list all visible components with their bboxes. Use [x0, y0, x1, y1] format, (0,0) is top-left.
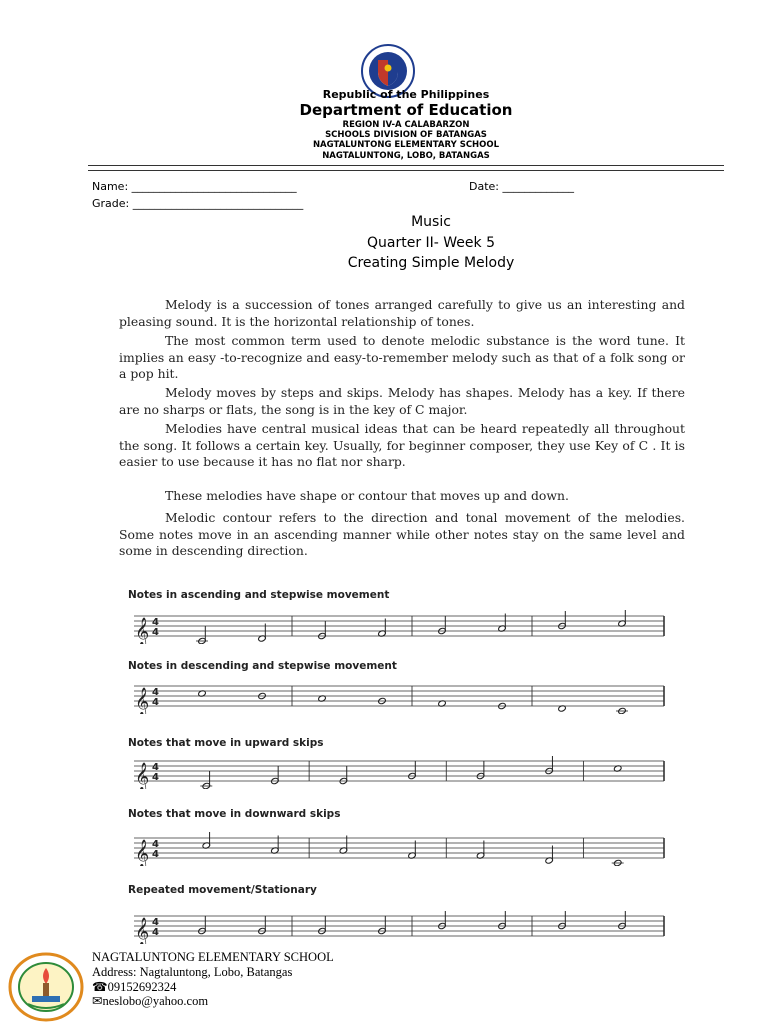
header-location: NAGTALUNTONG, LOBO, BATANGAS	[322, 151, 490, 161]
time-signature-bottom: 4	[152, 627, 159, 638]
staff-descending	[130, 680, 670, 714]
treble-clef-icon: 𝄞	[135, 762, 150, 789]
time-signature-bottom: 4	[152, 697, 159, 708]
header-divider	[88, 165, 724, 166]
footer-phone-number: 09152692324	[107, 980, 177, 994]
time-signature-bottom: 4	[152, 927, 159, 938]
staff-downward-skips	[130, 832, 670, 866]
paragraph: Melody is a succession of tones arranged carefully to give us an interesting and pleasing sound. It is the horizontal relationship of tones.	[119, 297, 685, 329]
paragraph: The most common term used to denote melodic substance is the word tune. It implies an easy -to-recognize and easy-to-remember melody such as that of a folk song or a pop hit.	[119, 333, 685, 381]
header-school: NAGTALUNTONG ELEMENTARY SCHOOL	[312, 140, 500, 150]
name-field: Name: ______________________________	[92, 180, 297, 193]
quarter-title: Quarter II- Week 5	[366, 235, 495, 251]
grade-field: Grade: _______________________________	[92, 197, 304, 210]
header-republic: Republic of the Philippines	[322, 88, 490, 101]
paragraph: Melody moves by steps and skips. Melody has shapes. Melody has a key. If there are no sharps or flats, the song is in the key of C major.	[119, 385, 685, 417]
time-signature-top: 4	[152, 687, 159, 698]
time-signature-top: 4	[152, 917, 159, 928]
time-signature-top: 4	[152, 762, 159, 773]
subject-title: Music	[411, 214, 451, 230]
topic-title: Creating Simple Melody	[347, 255, 515, 271]
date-field: Date: _____________	[469, 180, 574, 193]
staff-caption-upward-skips: Notes that move in upward skips	[128, 737, 324, 749]
time-signature-bottom: 4	[152, 772, 159, 783]
treble-clef-icon: 𝄞	[135, 687, 150, 714]
staff-repeated	[130, 910, 670, 944]
staff-upward-skips	[130, 755, 670, 789]
header-region: REGION IV-A CALABARZON	[342, 120, 470, 130]
time-signature-top: 4	[152, 839, 159, 850]
treble-clef-icon: 𝄞	[135, 839, 150, 866]
footer-email	[92, 993, 208, 1009]
staff-caption-descending: Notes in descending and stepwise movement	[128, 660, 397, 672]
time-signature-top: 4	[152, 617, 159, 628]
school-logo	[8, 952, 84, 1022]
footer-school-name: NAGTALUNTONG ELEMENTARY SCHOOL	[92, 950, 334, 964]
envelope-icon: ✉	[92, 994, 103, 1008]
staff-caption-downward-skips: Notes that move in downward skips	[128, 808, 341, 820]
header-divider-thin	[88, 170, 724, 171]
footer-email-address: neslobo@yahoo.com	[102, 994, 209, 1008]
treble-clef-icon: 𝄞	[135, 617, 150, 644]
footer-address: Address: Nagtaluntong, Lobo, Batangas	[92, 965, 293, 979]
header-department: Department of Education	[299, 101, 513, 119]
time-signature-bottom: 4	[152, 849, 159, 860]
treble-clef-icon: 𝄞	[135, 917, 150, 944]
paragraph: Melodic contour refers to the direction and tonal movement of the melodies. Some notes move in an ascending manner while other notes stay on the same level and some in descending direction.	[119, 510, 685, 558]
staff-caption-repeated: Repeated movement/Stationary	[128, 884, 317, 896]
paragraph: These melodies have shape or contour that moves up and down.	[165, 488, 569, 503]
paragraph: Melodies have central musical ideas that can be heard repeatedly all throughout the song. It follows a certain key. Usually, for beginner composer, they use Key of C . It is easier to use because it has no flat nor sharp.	[119, 421, 685, 469]
phone-icon: ☎	[92, 980, 108, 994]
staff-ascending	[130, 610, 670, 644]
staff-caption-ascending: Notes in ascending and stepwise movement	[128, 589, 390, 601]
header-division: SCHOOLS DIVISION OF BATANGAS	[325, 130, 487, 140]
